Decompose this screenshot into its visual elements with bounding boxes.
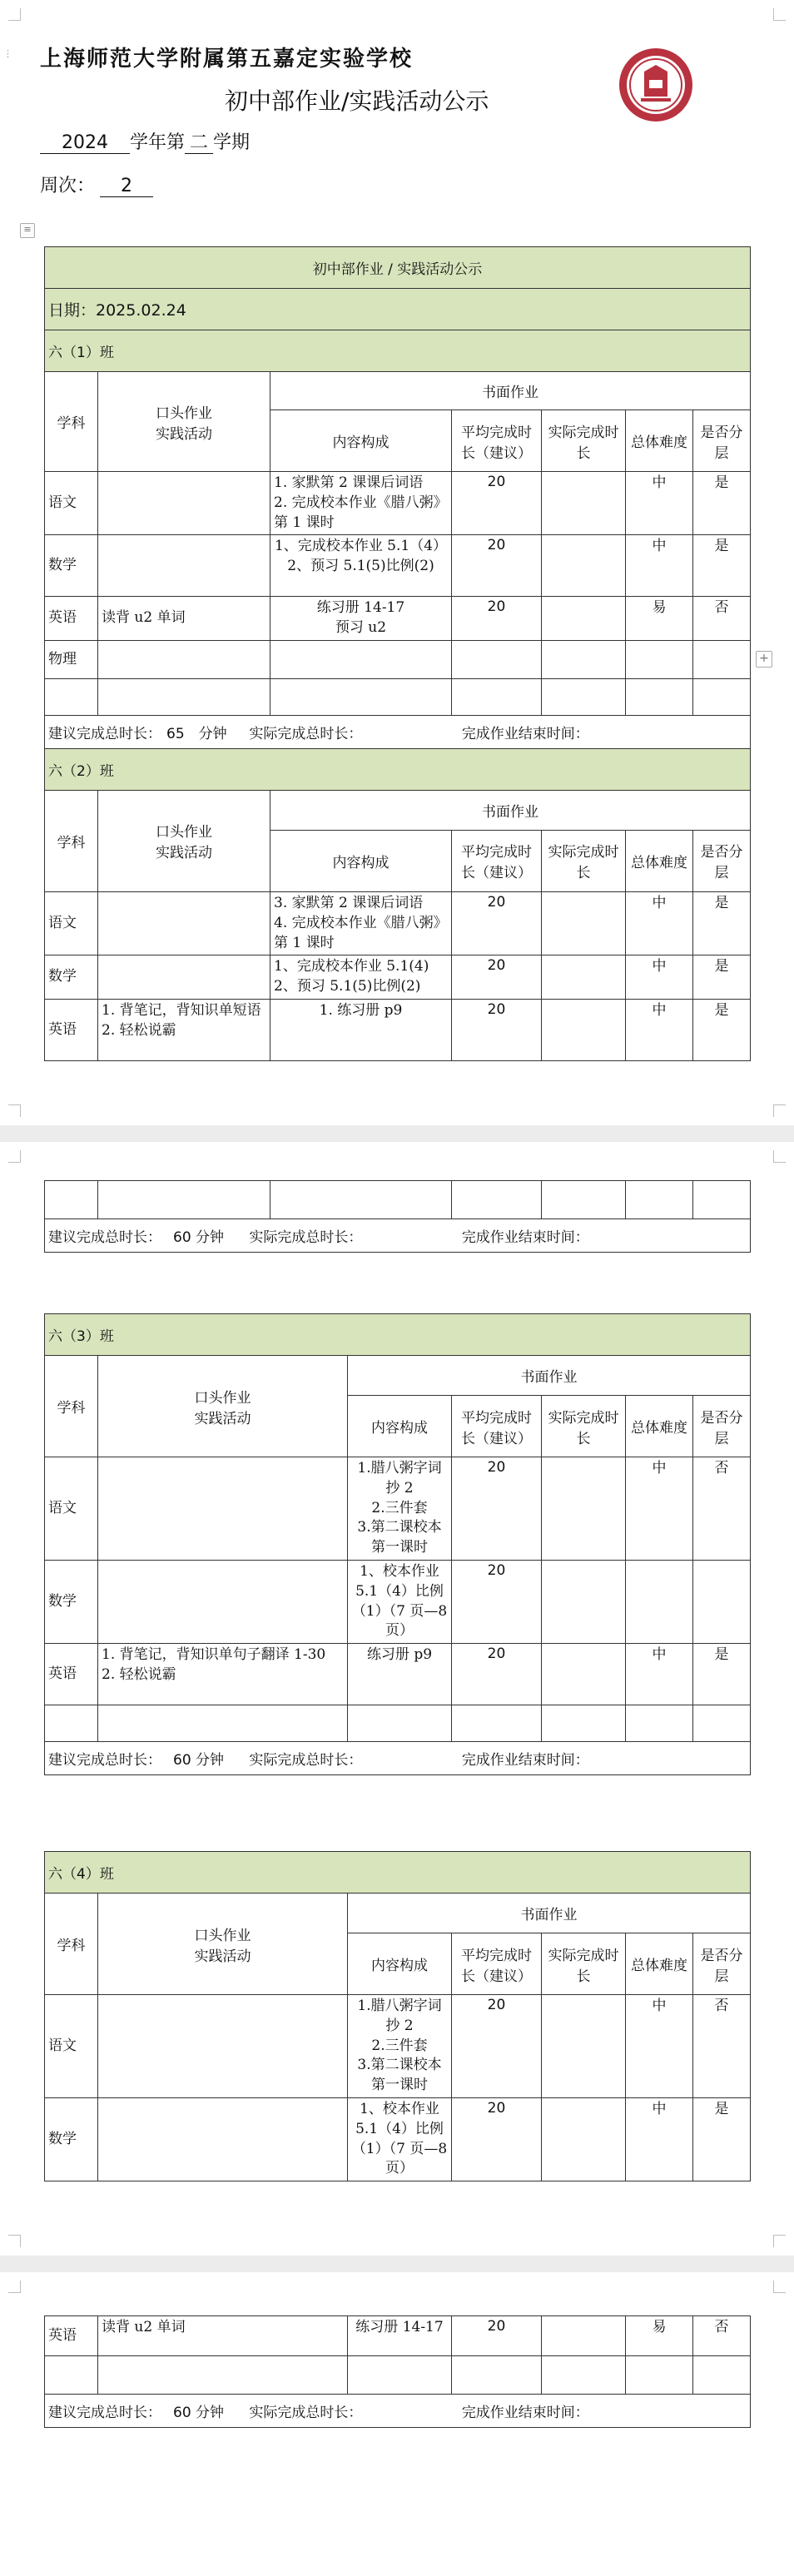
- summary-row: 建议完成总时长： 60 分钟 实际完成总时长： 完成作业结束时间：: [45, 1742, 751, 1775]
- subject-cell: 数学: [45, 1561, 98, 1644]
- actual-time-cell: [542, 955, 626, 1000]
- oral-cell: [98, 535, 270, 597]
- subject-header: 学科: [45, 1894, 98, 1995]
- avg-time-header: 平均完成时长（建议）: [452, 1933, 542, 1995]
- oral-cell: 读背 u2 单词: [98, 597, 270, 641]
- content-cell: 1. 家默第 2 课课后词语 2. 完成校本作业《腊八粥》第 1 课时: [270, 472, 452, 535]
- total-time: 60 分钟: [173, 1229, 225, 1246]
- actual-time-cell: [542, 2098, 626, 2181]
- page-corner-mark: [773, 2281, 786, 2293]
- difficulty-cell: 易: [626, 597, 693, 641]
- avg-time-cell: 20: [452, 1561, 542, 1644]
- page-corner-mark: [8, 2281, 21, 2293]
- subject-cell: 英语: [45, 597, 98, 641]
- oral-cell: 读背 u2 单词: [98, 2316, 348, 2356]
- actual-time-cell: [542, 597, 626, 641]
- content-cell: 1. 练习册 p9: [270, 999, 452, 1060]
- oral-cell: 1. 背笔记，背知识单短语 2. 轻松说霸: [98, 999, 270, 1060]
- content-header: 内容构成: [348, 1933, 452, 1995]
- table-row: [45, 2316, 751, 2356]
- subject-header: 学科: [45, 1356, 98, 1457]
- avg-time-cell: 20: [452, 1644, 542, 1705]
- difficulty-cell: 中: [626, 472, 693, 535]
- tiered-header: 是否分层: [693, 1933, 751, 1995]
- oral-header: 口头作业 实践活动: [98, 372, 270, 472]
- week-line: 周次： 2: [40, 171, 153, 197]
- content-cell: 1、校本作业 5.1（4）比例（1）（7 页—8 页）: [348, 2098, 452, 2181]
- oral-cell: [98, 1561, 348, 1644]
- tiered-cell: 是: [693, 1644, 751, 1705]
- actual-time-header: 实际完成时长: [542, 410, 626, 472]
- table-row: [45, 1705, 751, 1742]
- class-name: 六（1）班: [45, 330, 751, 372]
- subject-cell: 语文: [45, 891, 98, 955]
- oral-cell: [98, 2098, 348, 2181]
- school-logo-icon: [618, 47, 694, 123]
- content-cell: 1.腊八粥字词抄 2 2.三件套 3.第二课校本第一课时: [348, 1457, 452, 1561]
- table-row: [45, 535, 751, 597]
- difficulty-header: 总体难度: [626, 410, 693, 472]
- tiered-cell: 否: [693, 597, 751, 641]
- total-time: 65 分钟: [166, 725, 227, 742]
- avg-time-cell: 20: [452, 2098, 542, 2181]
- table-title: 初中部作业 / 实践活动公示: [45, 247, 751, 289]
- subject-cell: 数学: [45, 955, 98, 1000]
- written-header: 书面作业: [270, 372, 751, 410]
- page-corner-mark: [773, 1150, 786, 1163]
- page-corner-mark: [8, 1104, 21, 1117]
- content-cell: 练习册 p9: [348, 1644, 452, 1705]
- difficulty-cell: 易: [626, 2316, 693, 2356]
- oral-cell: [98, 891, 270, 955]
- written-header: 书面作业: [270, 790, 751, 830]
- page-3: [0, 2272, 794, 2576]
- semester-value: 二: [185, 132, 213, 154]
- week-value: 2: [100, 176, 153, 197]
- page-corner-mark: [8, 8, 21, 21]
- content-cell: 1、完成校本作业 5.1（4） 2、预习 5.1(5)比例(2): [270, 535, 452, 597]
- table-row: [45, 678, 751, 715]
- difficulty-cell: 中: [626, 891, 693, 955]
- oral-cell: [98, 955, 270, 1000]
- table-row: [45, 1644, 751, 1705]
- difficulty-cell: 中: [626, 999, 693, 1060]
- page-1: [0, 0, 794, 1125]
- summary-row: 建议完成总时长： 65 分钟 实际完成总时长： 完成作业结束时间：: [45, 715, 751, 748]
- table-row: [45, 891, 751, 955]
- tiered-cell: 是: [693, 472, 751, 535]
- class-name: 六（4）班: [45, 1852, 751, 1894]
- page-corner-mark: [773, 1104, 786, 1117]
- subject-header: 学科: [45, 790, 98, 891]
- actual-time-cell: [542, 1644, 626, 1705]
- total-time: 60 分钟: [173, 2405, 225, 2421]
- date-row: 日期：2025.02.24: [45, 289, 751, 330]
- avg-time-header: 平均完成时长（建议）: [452, 1396, 542, 1457]
- avg-time-cell: 20: [452, 2316, 542, 2356]
- homework-table-part-2: [44, 1180, 751, 1253]
- table-row: [45, 1181, 751, 1219]
- subject-cell: 英语: [45, 1644, 98, 1705]
- table-row: [45, 1561, 751, 1644]
- tiered-cell: 是: [693, 955, 751, 1000]
- actual-time-header: 实际完成时长: [542, 830, 626, 891]
- actual-time-cell: [542, 999, 626, 1060]
- add-column-icon[interactable]: +: [756, 651, 772, 668]
- table-row: [45, 2098, 751, 2181]
- class-4-table-continued: [44, 2315, 751, 2428]
- content-header: 内容构成: [270, 830, 452, 891]
- written-header: 书面作业: [348, 1894, 751, 1933]
- table-row: [45, 2356, 751, 2395]
- avg-time-cell: 20: [452, 472, 542, 535]
- summary-row: 建议完成总时长： 60 分钟 实际完成总时长： 完成作业结束时间：: [45, 2395, 751, 2428]
- content-cell: 练习册 14-17 预习 u2: [270, 597, 452, 641]
- avg-time-cell: 20: [452, 891, 542, 955]
- difficulty-header: 总体难度: [626, 1396, 693, 1457]
- tiered-cell: 否: [693, 1995, 751, 2098]
- document-title: 初中部作业/实践活动公示: [225, 87, 489, 115]
- content-cell: 1、完成校本作业 5.1(4) 2、预习 5.1(5)比例(2): [270, 955, 452, 1000]
- actual-time-cell: [542, 535, 626, 597]
- tiered-cell: 是: [693, 999, 751, 1060]
- oral-cell: [98, 472, 270, 535]
- class-3-table: [44, 1313, 751, 1775]
- content-cell: 1.腊八粥字词抄 2 2.三件套 3.第二课校本第一课时: [348, 1995, 452, 2098]
- class-name: 六（2）班: [45, 748, 751, 790]
- content-cell: 3. 家默第 2 课课后词语 4. 完成校本作业《腊八粥》第 1 课时: [270, 891, 452, 955]
- page-corner-mark: [8, 2235, 21, 2247]
- avg-time-cell: 20: [452, 597, 542, 641]
- written-header: 书面作业: [348, 1356, 751, 1396]
- year-value: 2024: [40, 132, 130, 154]
- homework-table-part-1: [44, 246, 751, 1061]
- content-cell: 练习册 14-17: [348, 2316, 452, 2356]
- tiered-cell: [693, 1561, 751, 1644]
- difficulty-cell: 中: [626, 1644, 693, 1705]
- actual-time-header: 实际完成时长: [542, 1396, 626, 1457]
- oral-header: 口头作业 实践活动: [98, 1356, 348, 1457]
- difficulty-cell: 中: [626, 535, 693, 597]
- avg-time-cell: 20: [452, 955, 542, 1000]
- table-row: [45, 955, 751, 1000]
- subject-header: 学科: [45, 372, 98, 472]
- oral-header: 口头作业 实践活动: [98, 1894, 348, 1995]
- tiered-header: 是否分层: [693, 1396, 751, 1457]
- table-handle-icon[interactable]: ≡: [20, 223, 35, 238]
- table-row: [45, 999, 751, 1060]
- oral-cell: 1. 背笔记，背知识单句子翻译 1-30 2. 轻松说霸: [98, 1644, 348, 1705]
- oral-header: 口头作业 实践活动: [98, 790, 270, 891]
- actual-time-cell: [542, 1995, 626, 2098]
- actual-time-cell: [542, 1561, 626, 1644]
- oral-cell: [98, 1457, 348, 1561]
- avg-time-cell: 20: [452, 999, 542, 1060]
- subject-cell: 英语: [45, 999, 98, 1060]
- difficulty-cell: 中: [626, 2098, 693, 2181]
- table-row: [45, 1457, 751, 1561]
- avg-time-header: 平均完成时长（建议）: [452, 410, 542, 472]
- table-row: [45, 472, 751, 535]
- tiered-cell: 是: [693, 891, 751, 955]
- subject-cell: 物理: [45, 640, 98, 678]
- difficulty-header: 总体难度: [626, 1933, 693, 1995]
- avg-time-cell: 20: [452, 535, 542, 597]
- tiered-cell: 是: [693, 535, 751, 597]
- avg-time-header: 平均完成时长（建议）: [452, 830, 542, 891]
- tiered-cell: 是: [693, 2098, 751, 2181]
- avg-time-cell: 20: [452, 1457, 542, 1561]
- class-name: 六（3）班: [45, 1314, 751, 1356]
- content-cell: 1、校本作业 5.1（4）比例（1）（7 页—8 页）: [348, 1561, 452, 1644]
- oral-cell: [98, 1995, 348, 2098]
- difficulty-cell: [626, 1561, 693, 1644]
- content-header: 内容构成: [348, 1396, 452, 1457]
- subject-cell: 语文: [45, 1995, 98, 2098]
- tiered-header: 是否分层: [693, 830, 751, 891]
- actual-time-cell: [542, 472, 626, 535]
- subject-cell: 数学: [45, 535, 98, 597]
- difficulty-cell: 中: [626, 1995, 693, 2098]
- total-time: 60 分钟: [173, 1752, 225, 1769]
- actual-time-cell: [542, 1457, 626, 1561]
- table-row: [45, 640, 751, 678]
- difficulty-header: 总体难度: [626, 830, 693, 891]
- tiered-cell: 否: [693, 2316, 751, 2356]
- school-name: 上海师范大学附属第五嘉定实验学校: [40, 47, 414, 72]
- tiered-header: 是否分层: [693, 410, 751, 472]
- table-row: [45, 597, 751, 641]
- subject-cell: 语文: [45, 472, 98, 535]
- actual-time-cell: [542, 891, 626, 955]
- drag-dots-icon[interactable]: ⋮: [3, 48, 12, 59]
- page-corner-mark: [8, 1150, 21, 1163]
- class-4-table: [44, 1851, 751, 2181]
- content-header: 内容构成: [270, 410, 452, 472]
- actual-time-cell: [542, 2316, 626, 2356]
- difficulty-cell: 中: [626, 955, 693, 1000]
- avg-time-cell: 20: [452, 1995, 542, 2098]
- summary-row: 建议完成总时长： 60 分钟 实际完成总时长： 完成作业结束时间：: [45, 1219, 751, 1253]
- table-row: [45, 1995, 751, 2098]
- actual-time-header: 实际完成时长: [542, 1933, 626, 1995]
- tiered-cell: 否: [693, 1457, 751, 1561]
- subject-cell: 英语: [45, 2316, 98, 2356]
- page-corner-mark: [773, 2235, 786, 2247]
- subject-cell: 数学: [45, 2098, 98, 2181]
- difficulty-cell: 中: [626, 1457, 693, 1561]
- page-corner-mark: [773, 8, 786, 21]
- page-2: [0, 1142, 794, 2256]
- semester-line: 2024 学年第 二 学期: [40, 128, 250, 154]
- subject-cell: 语文: [45, 1457, 98, 1561]
